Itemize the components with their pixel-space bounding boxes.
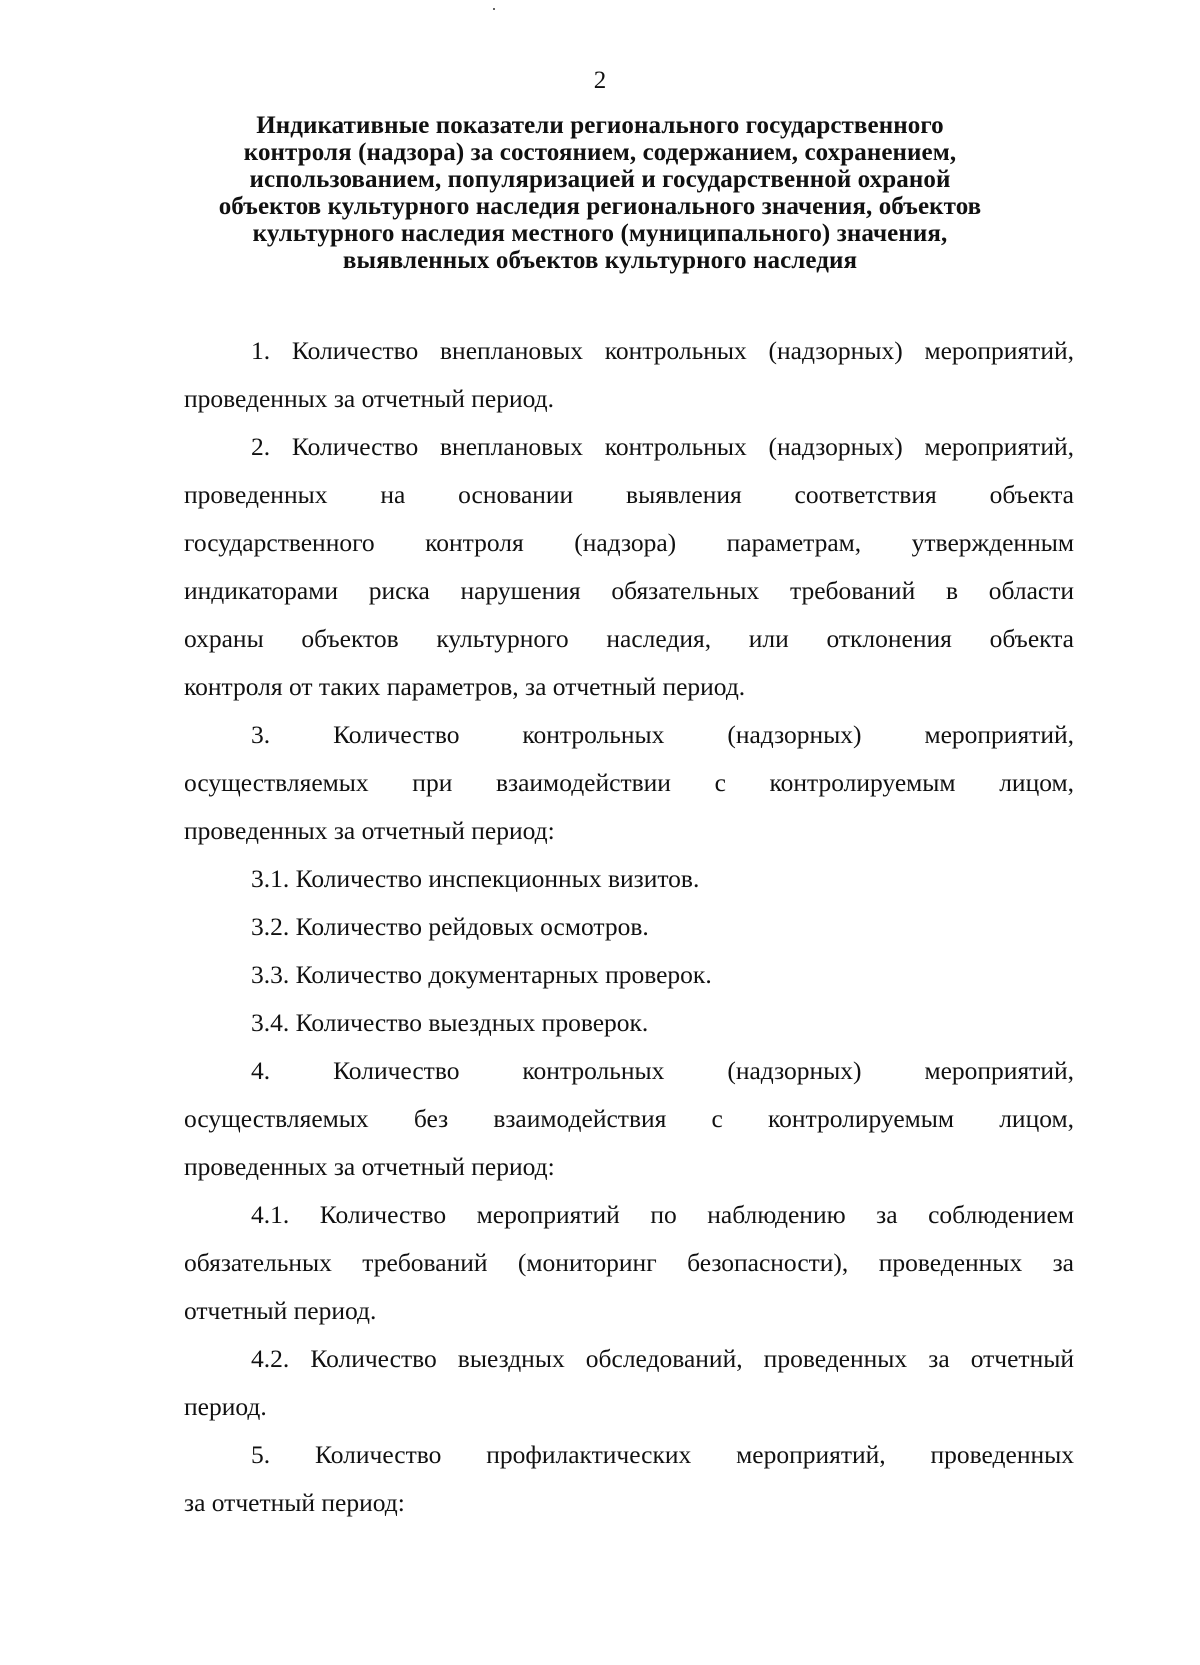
document-body xyxy=(184,327,1074,1527)
paragraph-line: отчетный период. xyxy=(184,1296,377,1325)
paragraph-line: государственного контроля (надзора) параметрам, утвержденным xyxy=(184,528,1074,557)
paragraph-2 xyxy=(184,423,1074,711)
paragraph-line: 5. Количество профилактических мероприятий, проведенных xyxy=(251,1440,1074,1469)
document-title xyxy=(150,112,1050,274)
paragraph-line: охраны объектов культурного наследия, или отклонения объекта xyxy=(184,624,1074,653)
paragraph-line: проведенных на основании выявления соответствия объекта xyxy=(184,480,1074,509)
paragraph-line: обязательных требований (мониторинг безопасности), проведенных за xyxy=(184,1248,1074,1277)
paragraph-line: 3. Количество контрольных (надзорных) мероприятий, xyxy=(251,720,1074,749)
paragraph-line: 4.2. Количество выездных обследований, проведенных за отчетный xyxy=(251,1344,1074,1373)
paragraph-line: проведенных за отчетный период: xyxy=(184,1152,555,1181)
paragraph-3-1: 3.1. Количество инспекционных визитов. xyxy=(251,864,700,893)
paragraph-line: период. xyxy=(184,1392,267,1421)
paragraph-4 xyxy=(184,1047,1074,1191)
paragraph-1 xyxy=(184,327,1074,423)
page-number: 2 xyxy=(593,67,607,94)
title-line: Индикативные показатели регионального государственного xyxy=(256,112,944,139)
paragraph-line: осуществляемых при взаимодействии с контролируемым лицом, xyxy=(184,768,1074,797)
paragraph-5 xyxy=(184,1431,1074,1527)
paragraph-3-2: 3.2. Количество рейдовых осмотров. xyxy=(251,912,649,941)
title-line: выявленных объектов культурного наследия xyxy=(342,247,858,274)
paragraph-3-3: 3.3. Количество документарных проверок. xyxy=(251,960,712,989)
paragraph-line: индикаторами риска нарушения обязательных требований в области xyxy=(184,576,1074,605)
title-line: культурного наследия местного (муниципального) значения, xyxy=(252,220,948,247)
scan-speck xyxy=(493,8,495,10)
title-line: объектов культурного наследия регионального значения, объектов xyxy=(218,193,982,220)
paragraph-line: за отчетный период: xyxy=(184,1488,405,1517)
paragraph-line: контроля от таких параметров, за отчетный период. xyxy=(184,672,746,701)
paragraph-line: проведенных за отчетный период. xyxy=(184,384,554,413)
paragraph-4-2 xyxy=(184,1335,1074,1431)
paragraph-3-4: 3.4. Количество выездных проверок. xyxy=(251,1008,649,1037)
paragraph-line: 2. Количество внеплановых контрольных (надзорных) мероприятий, xyxy=(251,432,1074,461)
paragraph-3 xyxy=(184,711,1074,855)
paragraph-4-1 xyxy=(184,1191,1074,1335)
paragraph-line: проведенных за отчетный период: xyxy=(184,816,555,845)
paragraph-line: 4.1. Количество мероприятий по наблюдению за соблюдением xyxy=(251,1200,1074,1229)
title-line: использованием, популяризацией и государственной охраной xyxy=(249,166,951,193)
title-line: контроля (надзора) за состоянием, содержанием, сохранением, xyxy=(243,139,957,166)
paragraph-line: 1. Количество внеплановых контрольных (надзорных) мероприятий, xyxy=(251,336,1074,365)
paragraph-line: 4. Количество контрольных (надзорных) мероприятий, xyxy=(251,1056,1074,1085)
paragraph-line: осуществляемых без взаимодействия с контролируемым лицом, xyxy=(184,1104,1074,1133)
